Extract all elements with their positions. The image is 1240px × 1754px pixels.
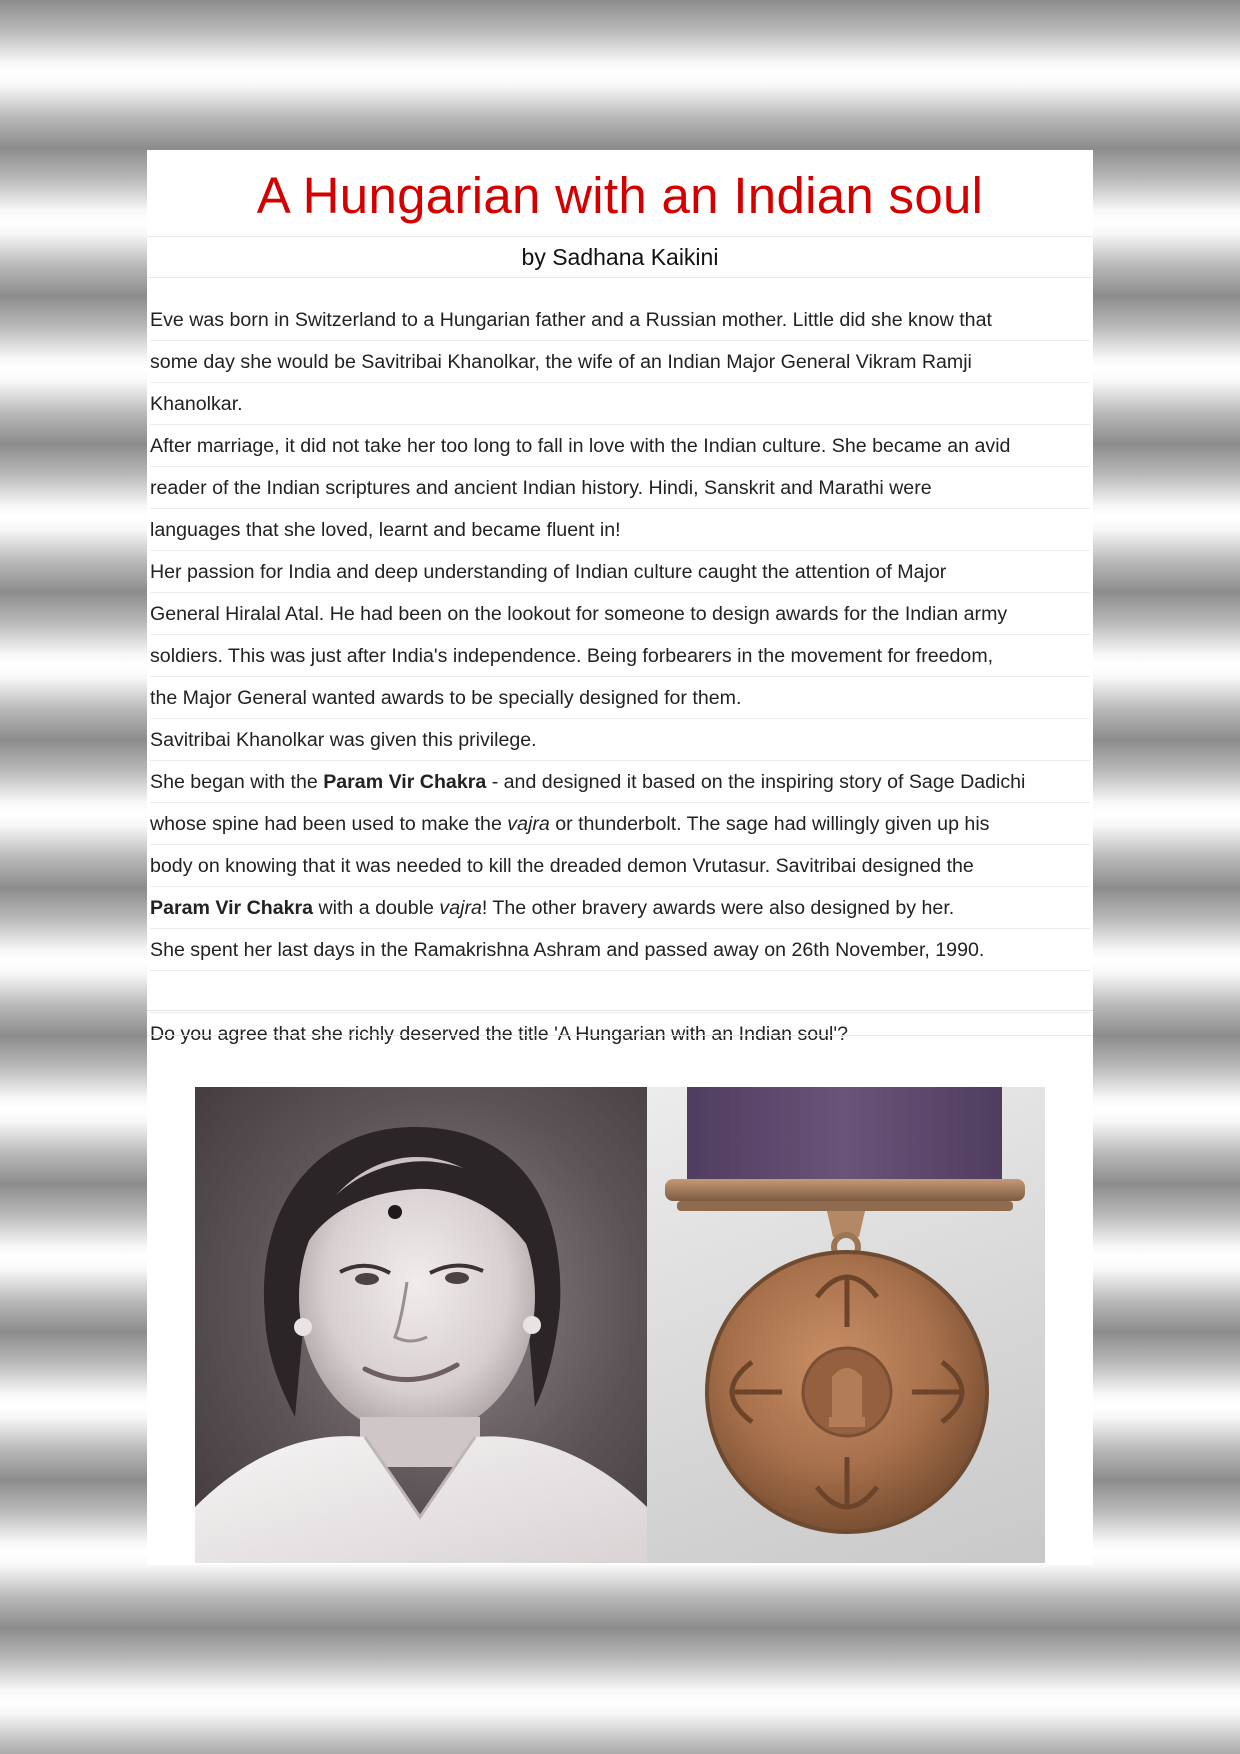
article-sheet — [147, 150, 1093, 1565]
article-line — [150, 340, 1090, 382]
article-line — [150, 592, 1090, 634]
article-line — [150, 886, 1090, 928]
italic-text: vajra — [507, 813, 550, 835]
text-segment: body on knowing that it was needed to kill the dreaded demon Vrutasur. Savitribai designed the — [150, 855, 974, 877]
text-segment: soldiers. This was just after India's independence. Being forbearers in the movement for freedom, — [150, 645, 994, 667]
text-segment: the Major General wanted awards to be specially designed for them. — [150, 687, 742, 709]
text-segment: some day she would be Savitribai Khanolkar, the wife of an Indian Major General Vikram Ramji — [150, 351, 972, 373]
article-line — [150, 1012, 1090, 1054]
text-segment: She began with the — [150, 771, 324, 793]
article-line — [150, 802, 1090, 844]
portrait-photo — [195, 1087, 647, 1563]
article-line — [150, 844, 1090, 886]
photo-strip — [195, 1087, 1045, 1563]
article-line — [150, 970, 1090, 1012]
article-line — [150, 298, 1090, 340]
text-segment: She spent her last days in the Ramakrishna Ashram and passed away on 26th November, 1990. — [150, 939, 985, 961]
article-line — [150, 676, 1090, 718]
text-segment: with a double — [313, 897, 440, 919]
text-segment: Savitribai Khanolkar was given this privilege. — [150, 729, 537, 751]
article-line — [150, 550, 1090, 592]
article-line — [150, 466, 1090, 508]
text-segment: General Hiralal Atal. He had been on the lookout for someone to design awards for the Indian army — [150, 603, 1008, 625]
text-segment: After marriage, it did not take her too long to fall in love with the Indian culture. She became an avid — [150, 435, 1011, 457]
bold-text: Param Vir Chakra — [323, 771, 487, 793]
portrait-illustration — [195, 1087, 647, 1563]
bold-text: Param Vir Chakra — [150, 897, 314, 919]
article-body — [150, 298, 1090, 1054]
article-line — [150, 760, 1090, 802]
article-line — [150, 424, 1090, 466]
text-segment: reader of the Indian scriptures and ancient Indian history. Hindi, Sanskrit and Marathi were — [150, 477, 932, 499]
text-segment: Khanolkar. — [150, 393, 243, 415]
medal-photo — [647, 1087, 1045, 1563]
article-line — [150, 634, 1090, 676]
article-title: A Hungarian with an Indian soul — [256, 167, 984, 224]
medal-illustration — [647, 1087, 1045, 1563]
text-segment: languages that she loved, learnt and became fluent in! — [150, 519, 621, 541]
italic-text: vajra — [439, 897, 482, 919]
text-segment: Eve was born in Switzerland to a Hungarian father and a Russian mother. Little did she know that — [150, 309, 992, 331]
text-segment: whose spine had been used to make the — [150, 813, 508, 835]
article-line — [150, 928, 1090, 970]
article-line — [150, 718, 1090, 760]
article-byline: by Sadhana Kaikini — [147, 236, 1093, 278]
article-line — [150, 382, 1090, 424]
text-segment: - and designed it based on the inspiring story of Sage Dadichi — [486, 771, 1026, 793]
text-segment: or thunderbolt. The sage had willingly given up his — [549, 813, 990, 835]
article-line — [150, 508, 1090, 550]
text-segment: Do you agree that she richly deserved the title 'A Hungarian with an Indian soul'? — [150, 1023, 849, 1045]
text-segment: Her passion for India and deep understanding of Indian culture caught the attention of Major — [150, 561, 947, 583]
text-segment: ! The other bravery awards were also designed by her. — [481, 897, 955, 919]
